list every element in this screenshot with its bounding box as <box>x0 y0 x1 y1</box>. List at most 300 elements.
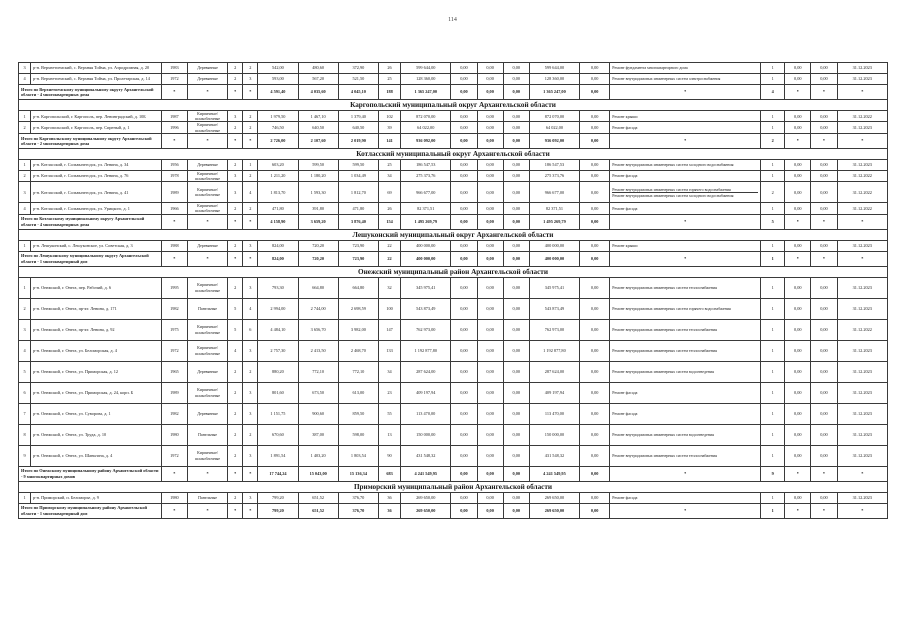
value-cell-area-2: 640,50 <box>298 122 338 133</box>
value-cell-area-total: 1 891,54 <box>258 445 298 466</box>
work-count-cell: 1 <box>761 340 785 361</box>
value-cell-residents: 25 <box>378 159 400 170</box>
value-cell-v2: 0,00 <box>811 159 837 170</box>
subtotal-v1: * <box>785 251 811 266</box>
year-cell: 1975 <box>161 319 187 340</box>
work-type-cell: Ремонт фасада <box>610 403 761 424</box>
row-number: 1 <box>19 111 31 122</box>
deadline-cell: 31.12.2023 <box>837 240 887 251</box>
value-cell-f5: 0,00 <box>580 319 610 340</box>
value-cell-f5: 0,00 <box>580 298 610 319</box>
value-cell-floors: 2 <box>228 403 243 424</box>
work-count-cell: 1 <box>761 298 785 319</box>
value-cell-area-3: 772,10 <box>338 361 378 382</box>
value-cell-cost-total: 113 470,00 <box>401 403 451 424</box>
value-cell-entrances: 2 <box>243 63 258 74</box>
year-cell: 1988 <box>161 240 187 251</box>
value-cell-f2: 0,00 <box>477 277 503 298</box>
value-cell-floors: 4 <box>228 340 243 361</box>
value-cell-f5: 0,00 <box>580 277 610 298</box>
subtotal-residents: 36 <box>378 503 400 518</box>
value-cell-entrances: 4 <box>243 182 258 203</box>
repair-program-table <box>18 62 888 519</box>
subtotal-date: * <box>837 466 887 481</box>
value-cell-area-3: 1 812,70 <box>338 182 378 203</box>
subtotal-entrances: * <box>243 133 258 148</box>
work-count-cell: 1 <box>761 492 785 503</box>
table-row <box>19 159 888 170</box>
work-type-cell: Ремонт фасада <box>610 203 761 214</box>
subtotal-cost-total: 269 650,00 <box>401 503 451 518</box>
subtotal-area-total: 17 744,24 <box>258 466 298 481</box>
address-cell: р-н. Каргопольский, г. Каргополь, пер. Сиреный, д. 1 <box>31 122 162 133</box>
value-cell-area-total: 746,50 <box>258 122 298 133</box>
deadline-cell: 31.12.2022 <box>837 203 887 214</box>
subtotal-v2: * <box>811 251 837 266</box>
value-cell-f5: 0,00 <box>580 111 610 122</box>
wall-material-cell: Деревянные <box>187 74 227 85</box>
subtotal-label: Итого по Котласскому муниципальному округу Архангельской области - 4 многоквартирных дома <box>19 214 162 229</box>
subtotal-f3: 0,00 <box>503 214 529 229</box>
subtotal-work-count: 5 <box>761 214 785 229</box>
value-cell-f3: 0,00 <box>503 361 529 382</box>
value-cell-area-2: 651,52 <box>298 492 338 503</box>
value-cell-f1: 0,00 <box>451 445 477 466</box>
work-type-cell: Ремонт фундамента многоквартирного дома <box>610 63 761 74</box>
year-cell: 1989 <box>161 382 187 403</box>
value-cell-v2: 0,00 <box>811 122 837 133</box>
subtotal-v2: * <box>811 214 837 229</box>
value-cell-f3: 0,00 <box>503 111 529 122</box>
row-number: 3 <box>19 182 31 203</box>
value-cell-floors: 2 <box>228 445 243 466</box>
value-cell-entrances: 3 <box>243 340 258 361</box>
value-cell-floors: 2 <box>228 424 243 445</box>
deadline-cell: 31.12.2022 <box>837 170 887 181</box>
address-cell: р-н. Котласский, г. Сольвычегодск, ул. Ленина, д. 76 <box>31 170 162 181</box>
value-cell-area-3: 2 468,70 <box>338 340 378 361</box>
subtotal-area-3: 3 876,40 <box>338 214 378 229</box>
work-type-line: Ремонт внутридомовых инженерных систем холодного водоснабжения <box>612 192 734 198</box>
work-type-cell: Ремонт внутридомовых инженерных систем горячего водоснабжения <box>610 298 761 319</box>
year-cell: 1996 <box>161 122 187 133</box>
value-cell-f3: 0,00 <box>503 203 529 214</box>
value-cell-area-total: 542,00 <box>258 63 298 74</box>
value-cell-area-total: 880,20 <box>258 361 298 382</box>
subtotal-row <box>19 133 888 148</box>
value-cell-area-3: 613,00 <box>338 382 378 403</box>
subtotal-material: * <box>187 251 227 266</box>
year-cell: 1972 <box>161 340 187 361</box>
wall-material-cell: Кирпичные/шлакоблочные <box>187 382 227 403</box>
work-count-cell: 1 <box>761 63 785 74</box>
year-cell: 1989 <box>161 182 187 203</box>
value-cell-floors: 5 <box>228 319 243 340</box>
value-cell-f2: 0,00 <box>477 159 503 170</box>
value-cell-floors: 2 <box>228 203 243 214</box>
subtotal-label: Итого по Лешуконскому муниципальному округу Архангельской области - 1 многоквартирный дом <box>19 251 162 266</box>
subtotal-f3: 0,00 <box>503 85 529 100</box>
row-number: 1 <box>19 492 31 503</box>
subtotal-v1: * <box>785 214 811 229</box>
value-cell-cost-total: 150 000,00 <box>401 424 451 445</box>
value-cell-entrances: 3 <box>243 403 258 424</box>
subtotal-material: * <box>187 466 227 481</box>
value-cell-area-3: 1 379,40 <box>338 111 378 122</box>
subtotal-row <box>19 214 888 229</box>
value-cell-v1: 0,00 <box>785 170 811 181</box>
subtotal-entrances: * <box>243 503 258 518</box>
table-row <box>19 298 888 319</box>
value-cell-f3: 0,00 <box>503 403 529 424</box>
work-count-cell: 1 <box>761 170 785 181</box>
value-cell-area-3: 723,90 <box>338 240 378 251</box>
subtotal-year: * <box>161 85 187 100</box>
value-cell-f2: 0,00 <box>477 74 503 85</box>
value-cell-v2: 0,00 <box>811 63 837 74</box>
value-cell-f1: 0,00 <box>451 277 477 298</box>
value-cell-floors: 2 <box>228 122 243 133</box>
work-type-cell: Ремонт крыши <box>610 240 761 251</box>
value-cell-v2: 0,00 <box>811 203 837 214</box>
value-cell-cost-total: 543 873,49 <box>401 298 451 319</box>
deadline-cell: 31.12.2023 <box>837 159 887 170</box>
value-cell-f1: 0,00 <box>451 340 477 361</box>
deadline-cell: 31.12.2022 <box>837 182 887 203</box>
subtotal-cost-total: 936 092,00 <box>401 133 451 148</box>
year-cell: 1983 <box>161 63 187 74</box>
value-cell-f3: 0,00 <box>503 492 529 503</box>
subtotal-floors: * <box>228 466 243 481</box>
value-cell-f4: 872 070,00 <box>529 111 579 122</box>
row-number: 2 <box>19 170 31 181</box>
subtotal-area-total: 824,00 <box>258 251 298 266</box>
value-cell-area-total: 471,80 <box>258 203 298 214</box>
subtotal-entrances: * <box>243 214 258 229</box>
wall-material-cell: Кирпичные/шлакоблочные <box>187 277 227 298</box>
row-number: 2 <box>19 298 31 319</box>
value-cell-f4: 113 470,00 <box>529 403 579 424</box>
subtotal-v1: * <box>785 503 811 518</box>
value-cell-area-total: 799,20 <box>258 492 298 503</box>
value-cell-f1: 0,00 <box>451 203 477 214</box>
work-type-cell: Ремонт фасада <box>610 492 761 503</box>
value-cell-entrances: 3 <box>243 74 258 85</box>
value-cell-f5: 0,00 <box>580 403 610 424</box>
work-count-cell: 1 <box>761 424 785 445</box>
value-cell-area-2: 673,50 <box>298 382 338 403</box>
value-cell-floors: 3 <box>228 170 243 181</box>
wall-material-cell: Кирпичные/шлакоблочные <box>187 319 227 340</box>
subtotal-cost-total: 1 495 269,79 <box>401 214 451 229</box>
address-cell: р-н. Котласский, г. Сольвычегодск, ул. Урицкого, д. 1 <box>31 203 162 214</box>
year-cell: 1966 <box>161 203 187 214</box>
value-cell-residents: 23 <box>378 382 400 403</box>
value-cell-f5: 0,00 <box>580 74 610 85</box>
deadline-cell: 31.12.2022 <box>837 111 887 122</box>
value-cell-area-total: 4 484,10 <box>258 319 298 340</box>
value-cell-entrances: 4 <box>243 298 258 319</box>
work-count-cell: 1 <box>761 111 785 122</box>
address-cell: р-н. Онежский, г. Онега, ул. Приморская, д. 12 <box>31 361 162 382</box>
wall-material-cell: Кирпичные/шлакоблочные <box>187 182 227 203</box>
subtotal-year: * <box>161 214 187 229</box>
value-cell-f3: 0,00 <box>503 74 529 85</box>
address-cell: р-н. Онежский, г. Онега, ул. Приморская, д. 24, корп. Б <box>31 382 162 403</box>
subtotal-f5: 0,00 <box>580 466 610 481</box>
value-cell-cost-total: 269 650,00 <box>401 492 451 503</box>
value-cell-cost-total: 275 373,76 <box>401 170 451 181</box>
value-cell-v1: 0,00 <box>785 361 811 382</box>
subtotal-entrances: * <box>243 85 258 100</box>
value-cell-area-3: 521,50 <box>338 74 378 85</box>
table-row <box>19 111 888 122</box>
value-cell-area-2: 599,50 <box>298 159 338 170</box>
value-cell-residents: 34 <box>378 170 400 181</box>
value-cell-entrances: 3 <box>243 492 258 503</box>
subtotal-area-total: 799,20 <box>258 503 298 518</box>
address-cell: р-н. Онежский, г. Онега, пер. Рабочий, д. 6 <box>31 277 162 298</box>
row-number: 3 <box>19 63 31 74</box>
table-row <box>19 203 888 214</box>
deadline-cell: 31.12.2023 <box>837 122 887 133</box>
work-count-cell: 1 <box>761 403 785 424</box>
subtotal-f1: 0,00 <box>451 466 477 481</box>
work-count-cell: 1 <box>761 361 785 382</box>
value-cell-f1: 0,00 <box>451 298 477 319</box>
subtotal-v1: * <box>785 466 811 481</box>
value-cell-area-total: 603,20 <box>258 159 298 170</box>
address-cell: р-н. Каргопольский, г. Каргополь, пер. Ленинградский, д. 10Б <box>31 111 162 122</box>
value-cell-residents: 26 <box>378 63 400 74</box>
region-header-row <box>19 100 888 111</box>
value-cell-v1: 0,00 <box>785 277 811 298</box>
value-cell-v1: 0,00 <box>785 298 811 319</box>
address-cell: р-н. Онежский, г. Онега, ул. Суворова, д. 1 <box>31 403 162 424</box>
wall-material-cell: Панельные <box>187 298 227 319</box>
value-cell-f5: 0,00 <box>580 63 610 74</box>
value-cell-f3: 0,00 <box>503 277 529 298</box>
work-type-cell: Ремонт фасада <box>610 170 761 181</box>
value-cell-f1: 0,00 <box>451 122 477 133</box>
subtotal-cost-total: 1 365 247,00 <box>401 85 451 100</box>
deadline-cell: 31.12.2023 <box>837 277 887 298</box>
subtotal-work: * <box>610 503 761 518</box>
value-cell-area-total: 824,00 <box>258 240 298 251</box>
value-cell-f4: 150 000,00 <box>529 424 579 445</box>
value-cell-f4: 599 644,00 <box>529 63 579 74</box>
table-row <box>19 492 888 503</box>
value-cell-cost-total: 1 192 877,80 <box>401 340 451 361</box>
value-cell-residents: 147 <box>378 319 400 340</box>
table-row <box>19 63 888 74</box>
subtotal-area-2: 3 659,20 <box>298 214 338 229</box>
work-count-cell: 1 <box>761 203 785 214</box>
row-number: 6 <box>19 382 31 403</box>
year-cell: 1956 <box>161 159 187 170</box>
value-cell-v1: 0,00 <box>785 424 811 445</box>
table-row <box>19 361 888 382</box>
value-cell-floors: 2 <box>228 74 243 85</box>
subtotal-label: Итого по Приморскому муниципальному району Архангельской области - 1 многоквартирный дом <box>19 503 162 518</box>
value-cell-floors: 2 <box>228 63 243 74</box>
value-cell-floors: 3 <box>228 182 243 203</box>
year-cell: 1982 <box>161 298 187 319</box>
year-cell: 1978 <box>161 170 187 181</box>
value-cell-f1: 0,00 <box>451 170 477 181</box>
subtotal-year: * <box>161 133 187 148</box>
subtotal-work: * <box>610 214 761 229</box>
value-cell-f2: 0,00 <box>477 240 503 251</box>
value-cell-v2: 0,00 <box>811 111 837 122</box>
value-cell-residents: 26 <box>378 203 400 214</box>
table-row <box>19 382 888 403</box>
value-cell-area-2: 567,20 <box>298 74 338 85</box>
value-cell-v1: 0,00 <box>785 319 811 340</box>
table-row <box>19 277 888 298</box>
address-cell: р-н. Верхнетоемский, с. Верхняя Тойма, ул. Аэродромная, д. 20 <box>31 63 162 74</box>
table-row <box>19 170 888 181</box>
subtotal-f4: 4 241 549,95 <box>529 466 579 481</box>
subtotal-material: * <box>187 85 227 100</box>
subtotal-year: * <box>161 466 187 481</box>
value-cell-cost-total: 400 000,00 <box>401 240 451 251</box>
deadline-cell: 31.12.2023 <box>837 492 887 503</box>
value-cell-f3: 0,00 <box>503 424 529 445</box>
work-type-cell: Ремонт фасада <box>610 122 761 133</box>
value-cell-area-3: 1 803,54 <box>338 445 378 466</box>
value-cell-f3: 0,00 <box>503 159 529 170</box>
value-cell-v1: 0,00 <box>785 182 811 203</box>
value-cell-f1: 0,00 <box>451 361 477 382</box>
value-cell-v1: 0,00 <box>785 382 811 403</box>
value-cell-area-total: 593,00 <box>258 74 298 85</box>
subtotal-material: * <box>187 214 227 229</box>
value-cell-f1: 0,00 <box>451 63 477 74</box>
year-cell: 1987 <box>161 111 187 122</box>
work-type-cell: Ремонт внутридомовых инженерных систем теплоснабжения <box>610 340 761 361</box>
subtotal-f1: 0,00 <box>451 85 477 100</box>
value-cell-area-3: 471,80 <box>338 203 378 214</box>
value-cell-f3: 0,00 <box>503 340 529 361</box>
value-cell-cost-total: 966 677,00 <box>401 182 451 203</box>
value-cell-v2: 0,00 <box>811 424 837 445</box>
deadline-cell: 31.12.2023 <box>837 445 887 466</box>
value-cell-area-2: 480,60 <box>298 63 338 74</box>
value-cell-residents: 39 <box>378 122 400 133</box>
value-cell-v2: 0,00 <box>811 445 837 466</box>
table-row <box>19 340 888 361</box>
value-cell-cost-total: 872 070,00 <box>401 111 451 122</box>
subtotal-work: * <box>610 85 761 100</box>
value-cell-f4: 409 197,94 <box>529 382 579 403</box>
value-cell-f5: 0,00 <box>580 159 610 170</box>
region-title: Лешуконский муниципальный округ Архангельской области <box>19 229 888 240</box>
wall-material-cell: Деревянные <box>187 240 227 251</box>
row-number: 4 <box>19 203 31 214</box>
value-cell-residents: 69 <box>378 182 400 203</box>
table-row <box>19 122 888 133</box>
work-type-cell: Ремонт внутридомовых инженерных систем водоотведения <box>610 361 761 382</box>
value-cell-f2: 0,00 <box>477 424 503 445</box>
wall-material-cell: Панельные <box>187 492 227 503</box>
subtotal-row <box>19 503 888 518</box>
table-row <box>19 403 888 424</box>
subtotal-f1: 0,00 <box>451 251 477 266</box>
value-cell-area-total: 1 211,20 <box>258 170 298 181</box>
value-cell-area-2: 664,80 <box>298 277 338 298</box>
value-cell-f4: 1 192 877,80 <box>529 340 579 361</box>
value-cell-f4: 64 022,00 <box>529 122 579 133</box>
wall-material-cell: Кирпичные/шлакоблочные <box>187 170 227 181</box>
value-cell-floors: 3 <box>228 111 243 122</box>
value-cell-f2: 0,00 <box>477 203 503 214</box>
value-cell-f3: 0,00 <box>503 170 529 181</box>
work-count-cell: 1 <box>761 382 785 403</box>
subtotal-f1: 0,00 <box>451 133 477 148</box>
value-cell-f2: 0,00 <box>477 445 503 466</box>
subtotal-area-3: 376,70 <box>338 503 378 518</box>
year-cell: 1972 <box>161 445 187 466</box>
value-cell-area-3: 2 698,59 <box>338 298 378 319</box>
subtotal-f5: 0,00 <box>580 251 610 266</box>
region-title: Приморский муниципальный район Архангельской области <box>19 481 888 492</box>
value-cell-f1: 0,00 <box>451 74 477 85</box>
value-cell-entrances: 6 <box>243 319 258 340</box>
deadline-cell: 31.12.2022 <box>837 319 887 340</box>
subtotal-f2: 0,00 <box>477 466 503 481</box>
address-cell: р-н. Онежский, г. Онега, ул. Шаньгина, д. 4 <box>31 445 162 466</box>
value-cell-f3: 0,00 <box>503 182 529 203</box>
value-cell-f4: 287 624,00 <box>529 361 579 382</box>
value-cell-area-total: 801,60 <box>258 382 298 403</box>
subtotal-date: * <box>837 251 887 266</box>
value-cell-floors: 2 <box>228 240 243 251</box>
subtotal-v1: * <box>785 85 811 100</box>
value-cell-v1: 0,00 <box>785 403 811 424</box>
value-cell-residents: 32 <box>378 277 400 298</box>
subtotal-material: * <box>187 133 227 148</box>
subtotal-date: * <box>837 133 887 148</box>
value-cell-floors: 2 <box>228 361 243 382</box>
value-cell-cost-total: 186 547,53 <box>401 159 451 170</box>
value-cell-v1: 0,00 <box>785 63 811 74</box>
value-cell-f2: 0,00 <box>477 340 503 361</box>
value-cell-f1: 0,00 <box>451 382 477 403</box>
value-cell-entrances: 3 <box>243 240 258 251</box>
value-cell-f1: 0,00 <box>451 424 477 445</box>
work-type-cell <box>610 182 761 203</box>
value-cell-area-2: 3 656,70 <box>298 319 338 340</box>
value-cell-f3: 0,00 <box>503 240 529 251</box>
value-cell-v1: 0,00 <box>785 159 811 170</box>
value-cell-residents: 55 <box>378 403 400 424</box>
value-cell-v1: 0,00 <box>785 203 811 214</box>
subtotal-f3: 0,00 <box>503 251 529 266</box>
deadline-cell: 31.12.2023 <box>837 382 887 403</box>
subtotal-row <box>19 251 888 266</box>
value-cell-area-2: 1 403,20 <box>298 445 338 466</box>
value-cell-f4: 762 973,00 <box>529 319 579 340</box>
row-number: 4 <box>19 74 31 85</box>
value-cell-residents: 13 <box>378 424 400 445</box>
value-cell-f3: 0,00 <box>503 122 529 133</box>
subtotal-f2: 0,00 <box>477 503 503 518</box>
value-cell-floors: 5 <box>228 298 243 319</box>
value-cell-area-total: 793,30 <box>258 277 298 298</box>
subtotal-residents: 188 <box>378 85 400 100</box>
region-title: Котласский муниципальный округ Архангельской области <box>19 148 888 159</box>
